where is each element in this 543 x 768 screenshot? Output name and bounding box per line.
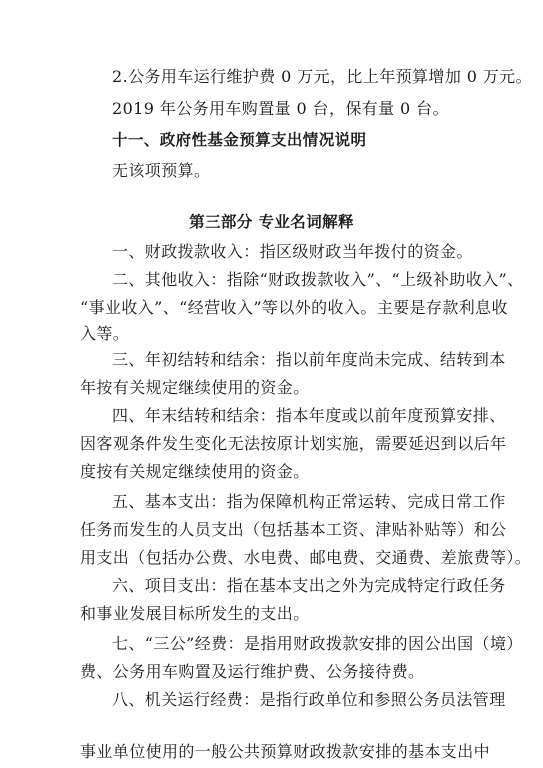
definition-line: 一、财政拨款收入：指区级财政当年拨付的资金。 — [112, 242, 473, 261]
section-title-part3: 第三部分 专业名词解释 — [189, 213, 354, 231]
definition-line: 度按有关规定继续使用的资金。 — [80, 462, 310, 481]
definition-line: 任务而发生的人员支出（包括基本工资、津贴补贴等）和公 — [80, 520, 507, 539]
definition-line: 事业单位使用的一般公共预算财政拨款安排的基本支出中 — [80, 742, 491, 761]
heading-government-fund: 十一、政府性基金预算支出情况说明 — [112, 131, 367, 149]
paragraph-no-budget: 无该项预算。 — [112, 161, 211, 180]
paragraph-vehicle-purchase: 2019 年公务用车购置量 0 台，保有量 0 台。 — [112, 99, 449, 118]
definition-line: 五、基本支出：指为保障机构正常运转、完成日常工作 — [112, 492, 506, 511]
definition-line: 年按有关规定继续使用的资金。 — [80, 378, 310, 397]
definition-line: 入等。 — [80, 324, 130, 343]
definition-line: 用支出（包括办公费、水电费、邮电费、交通费、差旅费等）。 — [80, 548, 532, 567]
paragraph-vehicle-maintenance: 2.公务用车运行维护费 0 万元，比上年预算增加 0 万元。 — [112, 67, 532, 86]
definition-line: 二、其他收入：指除“财政拨款收入”、“上级补助收入”、 — [112, 270, 524, 289]
definition-line: 费、公务用车购置及运行维护费、公务接待费。 — [80, 662, 425, 681]
definition-line: 六、项目支出：指在基本支出之外为完成特定行政任务 — [112, 576, 506, 595]
definition-line: 三、年初结转和结余：指以前年度尚未完成、结转到本 — [112, 350, 506, 369]
definition-line: 八、机关运行经费：是指行政单位和参照公务员法管理 — [112, 690, 506, 709]
definition-line: “事业收入”、“经营收入”等以外的收入。主要是存款利息收 — [80, 298, 508, 317]
definition-line: 七、“三公”经费：是指用财政拨款安排的因公出国（境） — [112, 634, 523, 653]
definition-line: 因客观条件发生变化无法按原计划实施，需要延迟到以后年 — [80, 434, 507, 453]
definition-line: 和事业发展目标所发生的支出。 — [80, 604, 310, 623]
definition-line: 四、年末结转和结余：指本年度或以前年度预算安排、 — [112, 406, 506, 425]
